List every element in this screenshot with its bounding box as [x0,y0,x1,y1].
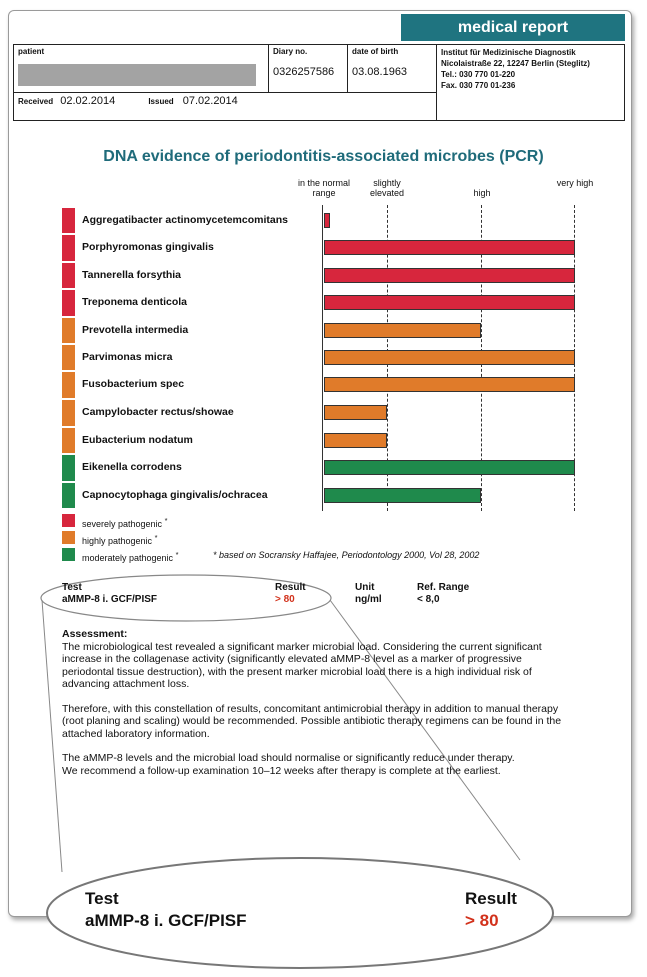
legend-moderately-label: moderately pathogenic [82,553,174,563]
microbe-label: Treponema denticola [82,296,188,308]
received-value: 02.02.2014 [60,95,116,107]
institute-tel: Tel.: 030 770 01-220 [441,70,516,79]
microbe-label: Tannerella forsythia [82,269,182,281]
institute-address: Nicolaistraße 22, 12247 Berlin (Steglitz) [441,59,590,68]
microbe-label: Parvimonas micra [82,351,173,363]
scale-label-high: high [473,188,491,198]
microbe-label: Porphyromonas gingivalis [82,241,214,253]
institute-name: Institut für Medizinische Diagnostik [441,48,576,57]
magnified-result [465,888,517,932]
result-label: Result [275,582,306,593]
scale-label-very-high: very high [556,178,594,188]
unit-value: ng/ml [355,594,382,605]
issued-label: Issued [148,97,174,106]
microbe-label: Campylobacter rectus/showae [82,406,234,418]
legend-highly-label: highly pathogenic [82,536,153,546]
result-value: > 80 [275,594,295,605]
test-value: aMMP-8 i. GCF/PISF [62,594,158,605]
assessment-paragraph-3: The aMMP-8 levels and the microbial load should normalise or significantly reduce under therapy. [62,752,515,764]
magnified-test-value: aMMP-8 i. GCF/PISF [85,911,247,930]
scale-label-normal: in the normal range [297,178,351,198]
ref-range-label: Ref. Range [417,582,470,593]
patient-label: patient [18,47,45,56]
received-label: Received [18,97,54,106]
assessment-paragraph-2: Therefore, with this constellation of results, concomitant antimicrobial therapy in addition to manual therapy (root planing and scaling) would be recommended. Possible antibiotic therapy regimens can be found in the attached laboratory information. [62,702,562,740]
assessment-text [62,628,572,777]
microbe-label: Aggregatibacter actinomycetemcomitans [82,214,288,226]
legend-source-note: * based on Socransky Haffajee, Periodontology 2000, Vol 28, 2002 [213,550,480,560]
test-label: Test [62,582,82,593]
diary-value: 0326257586 [273,66,335,78]
legend-severely-label: severely pathogenic [82,519,163,529]
issued-value: 07.02.2014 [182,95,238,107]
magnified-test-label: Test [85,889,119,908]
magnified-result-label: Result [465,889,517,908]
magnified-test [85,888,247,932]
microbe-label: Capnocytophaga gingivalis/ochracea [82,489,268,501]
assessment-paragraph-1: The microbiological test revealed a significant marker microbial load. Considering the current significant increase in the collagenase activity (significantly elevated aMMP-8 level as a marker of progressive periodontal tissue destruction), with the present marker microbial load there is a high individual risk of advancing attachment loss. [62,640,542,690]
diary-label: Diary no. [273,47,308,56]
microbe-label: Prevotella intermedia [82,324,189,336]
assessment-heading: Assessment: [62,628,128,640]
dob-value: 03.08.1963 [352,66,408,78]
legend-moderately-mark: * [175,550,179,559]
unit-label: Unit [355,582,375,593]
ref-range-value: < 8,0 [417,594,440,605]
magnified-result-value: > 80 [465,911,499,930]
report-type-tag: medical report [401,14,625,41]
dob-label: date of birth [352,47,399,56]
legend-severely-mark: * [164,516,168,525]
institute-fax: Fax. 030 770 01-236 [441,81,516,90]
chart-title: DNA evidence of periodontitis-associated microbes (PCR) [103,148,544,165]
scale-label-slightly-elevated: slightly elevated [369,178,405,198]
assessment-paragraph-4: We recommend a follow-up examination 10–12 weeks after therapy is complete at the earliest. [62,764,501,777]
legend-highly-mark: * [154,533,158,542]
microbe-label: Eikenella corrodens [82,461,182,473]
microbe-label: Eubacterium nodatum [82,434,193,446]
microbe-label: Fusobacterium spec [82,378,185,390]
